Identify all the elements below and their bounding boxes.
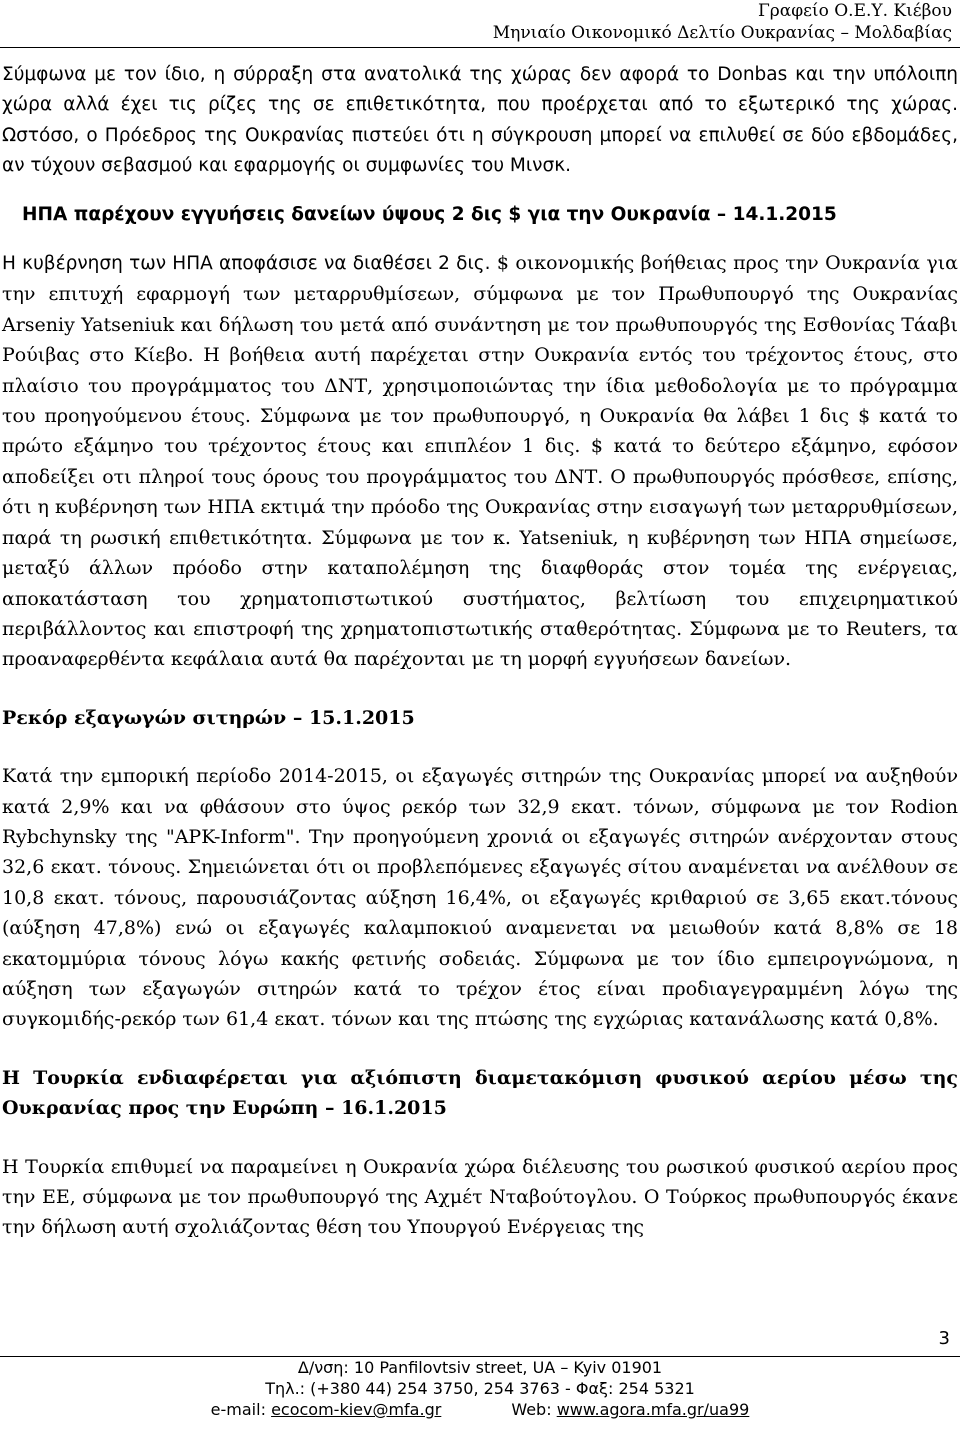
article-heading-us-guarantees: ΗΠΑ παρέχουν εγγυήσεις δανείων ύψους 2 δις $ για την Ουκρανία – 14.1.2015 bbox=[22, 203, 837, 225]
page-header bbox=[252, 0, 952, 44]
web-link[interactable]: www.agora.mfa.gr/ua99 bbox=[556, 1400, 750, 1419]
heading-date: 15.1.2015 bbox=[308, 706, 415, 729]
page-footer bbox=[0, 1356, 960, 1420]
article-paragraph-grain-exports: Κατά την εμπορική περίοδο 2014-2015, οι εξαγωγές σιτηρών της Ουκρανίας μπορεί να αυξηθούν κατά 2,9% και να φθάσουν στο ύψος ρεκόρ των 32,9 εκατ. τόνων, σύμφωνα με τον Rodion Rybchynsky της "APK-Inform". Την προηγούμενη χρονιά οι εξαγωγές σιτηρών ανέρχονταν στους 32,6 εκατ. τόνους. Σημειώνεται ότι οι προβλεπόμενες εξαγωγές σίτου αναμένεται να ανέλθουν σε 10,8 εκατ. τόνους, παρουσιάζοντας αύξηση 16,4%, οι εξαγωγές κριθαριού σε 3,65 εκατ.τόνους (αύξηση 47,8%) ενώ οι εξαγωγές καλαμποκιού αναμενεται να μειωθούν κατά 8,8% σε 18 εκατομμύρια τόνους λόγω κακής φετινής σοδειάς. Σύμφωνα με τον ίδιο εμπειρογνώμονα, η αύξηση των εξαγωγών σιτηρών κατά το τρέχον έτος είναι προδιαγεγραμμένη λόγω της συγκομιδής-ρεκόρ των 61,4 εκατ. τόνων και της πτώσης της εγχώριας κατανάλωσης κατά 0,8%. bbox=[2, 765, 958, 1031]
heading-text: Ρεκόρ εξαγωγών σιτηρών bbox=[2, 706, 287, 729]
bulletin-title: Μηνιαίο Οικονομικό Δελτίο Ουκρανίας – Μολδαβίας bbox=[492, 23, 952, 43]
article-paragraph-us-guarantees bbox=[2, 248, 958, 675]
header-divider bbox=[0, 47, 960, 48]
article-body: $ οικονομικής βοήθειας προς την Ουκρανία για την επιτυχή εφαρμογή των μεταρρυθμίσεων, σύμφωνα με τον Πρωθυπουργό της Ουκρανίας Arseniy Yatseniuk και δήλωση του μετά από συνάντηση με τον πρωθυπουργός της Εσθονίας Τάαβι Ρούιβας στο Κίεβο. Η βοήθεια αυτή παρέχεται στην Ουκρανία εντός του τρέχοντος έτους, στο πλαίσιο του προγράμματος του ΔΝΤ, χρησιμοποιώντας την ίδια μεθοδολογία με το πρόγραμμα του προηγούμενου έτους. Σύμφωνα με τον πρωθυπουργό, η Ουκρανία θα λάβει 1 δις $ κατά το πρώτο εξάμηνο του τρέχοντος έτους και επιπλέον 1 δις. $ κατά το δεύτερο εξάμηνο, εφόσον αποδείξει οτι πληροί τους όρους του προγράμματος του ΔΝΤ. Ο πρωθυπουργός πρόσθεσε, επίσης, ότι η κυβέρνηση των ΗΠΑ εκτιμά την πρόοδο της Ουκρανίας στην εισαγωγή των μεταρρυθμίσεων, παρά τη ρωσική επιθετικότητα. Σύμφωνα με τον κ. Yatseniuk, η κυβέρνηση των ΗΠΑ σημείωσε, μεταξύ άλλων πρόοδο στην καταπολέμηση της διαφθοράς στον τομέα της ενέργειας, αποκατάσταση του χρηματοπιστωτικού συστήματος, βελτίωση του επιχειρηματικού περιβάλλοντος και επιστροφή της χρηματοπιστωτικής σταθερότητας. Σύμφωνα με το Reuters, τα προαναφερθέντα κεφάλαια αυτά θα παρέχονται με τη μορφή εγγυήσεων δανείων. bbox=[2, 252, 958, 671]
heading-date: 14.1.2015 bbox=[732, 203, 837, 225]
heading-text: Η Τουρκία ενδιαφέρεται για αξιόπιστη διαμετακόμιση φυσικού αερίου μέσω της Ουκρανίας προς την Ευρώπη bbox=[2, 1066, 958, 1120]
office-name: Γραφείο Ο.Ε.Υ. Κιέβου bbox=[757, 1, 952, 21]
article-lead: Η κυβέρνηση των ΗΠΑ αποφάσισε να διαθέσει 2 δις. bbox=[2, 253, 491, 275]
email-link[interactable]: ecocom-kiev@mfa.gr bbox=[271, 1400, 442, 1419]
heading-date: 16.1.2015 bbox=[341, 1097, 447, 1120]
intro-paragraph: Σύμφωνα με τον ίδιο, η σύρραξη στα ανατολικά της χώρας δεν αφορά το Donbas και την υπόλοιπη χώρα αλλά έχει τις ρίζες της σε επιθετικότητα, που προέρχεται από το εξωτερικό της χώρας. Ωστόσο, ο Πρόεδρος της Ουκρανίας πιστεύει ότι η σύγκρουση μπορεί να επιλυθεί σε δύο εβδομάδες, αν τύχουν σεβασμού και εφαρμογής οι συμφωνίες του Μινσκ. bbox=[2, 64, 958, 177]
document-body bbox=[2, 60, 958, 1243]
footer-phone: Τηλ.: (+380 44) 254 3750, 254 3763 - Φαξ: 254 5321 bbox=[265, 1379, 695, 1398]
footer-address: Δ/νση: 10 Panfilovtsiv street, UA – Kyiv 01901 bbox=[297, 1358, 663, 1377]
footer-web bbox=[511, 1399, 749, 1420]
web-label: Web: bbox=[511, 1400, 552, 1419]
heading-text: ΗΠΑ παρέχουν εγγυήσεις δανείων ύψους 2 δις $ για την Ουκρανία bbox=[22, 203, 711, 225]
article-heading-turkey-gas: Η Τουρκία ενδιαφέρεται για αξιόπιστη διαμετακόμιση φυσικού αερίου μέσω της Ουκρανίας προς την Ευρώπη – 16.1.2015 bbox=[2, 1066, 958, 1120]
page-number: 3 bbox=[938, 1328, 950, 1349]
article-heading-grain-exports: Ρεκόρ εξαγωγών σιτηρών – 15.1.2015 bbox=[2, 706, 415, 729]
footer-contacts bbox=[0, 1399, 960, 1420]
footer-email bbox=[211, 1399, 442, 1420]
article-paragraph-turkey-gas: Η Τουρκία επιθυμεί να παραμείνει η Ουκρανία χώρα διέλευσης του ρωσικού φυσικού αερίου προς την ΕΕ, σύμφωνα με τον πρωθυπουργό της Αχμέτ Νταβούτογλου. Ο Τούρκος πρωθυπουργός έκανε την δήλωση αυτή σχολιάζοντας θέση του Υπουργού Ενέργειας της bbox=[2, 1155, 958, 1239]
email-label: e-mail: bbox=[210, 1400, 266, 1419]
